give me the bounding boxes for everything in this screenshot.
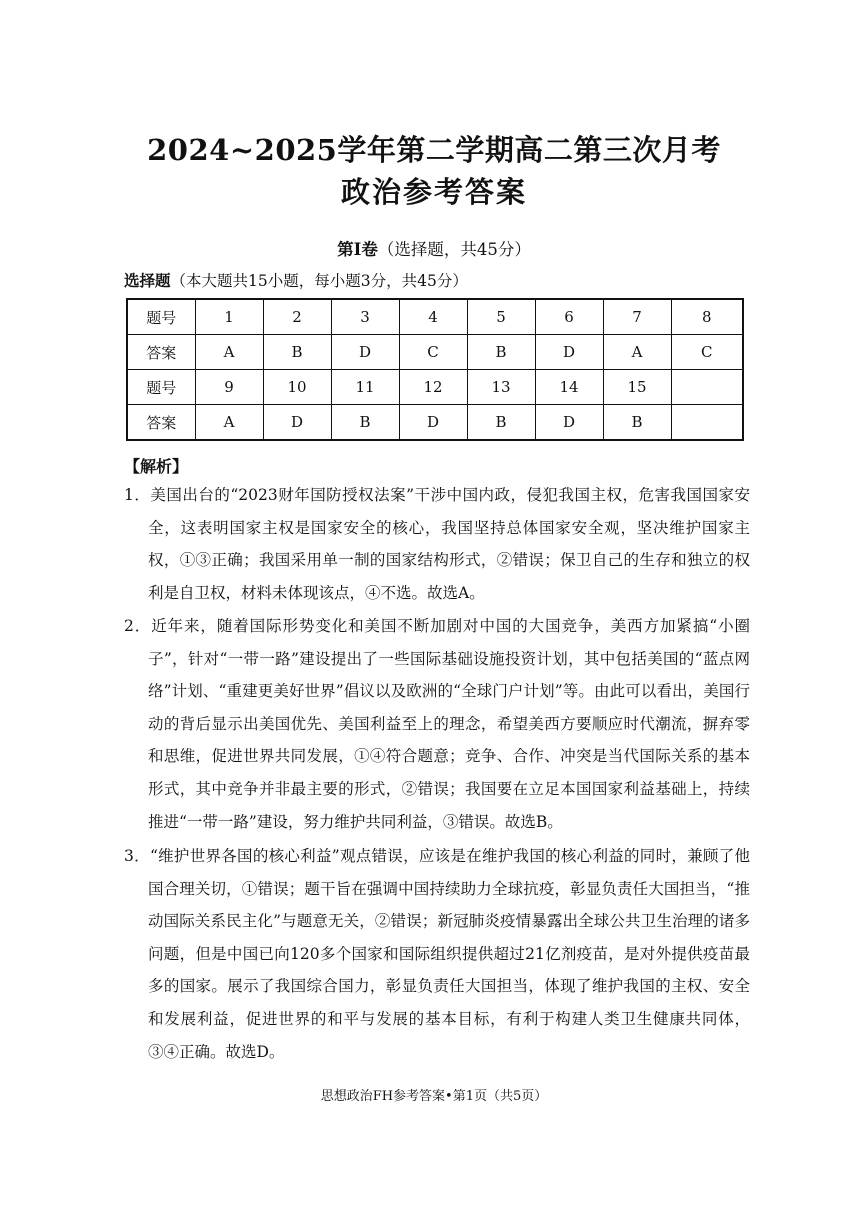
table-cell: 答案 [127, 405, 195, 441]
table-cell: 3 [331, 299, 399, 335]
analysis-item-3 [124, 840, 750, 1068]
section-desc: （选择题，共45分） [377, 240, 531, 259]
table-cell: B [331, 405, 399, 441]
table-cell: 8 [671, 299, 743, 335]
table-cell: 15 [603, 370, 671, 405]
table-cell: A [195, 405, 263, 441]
document-title: 2024~2025学年第二学期高二第三次月考 [147, 133, 721, 167]
table-cell: D [399, 405, 467, 441]
answer-table [126, 298, 744, 441]
table-cell: 11 [331, 370, 399, 405]
table-row [127, 405, 743, 441]
table-cell: D [535, 405, 603, 441]
table-cell: D [331, 335, 399, 370]
item-number: 1． [124, 486, 151, 504]
analysis-item-2 [124, 610, 750, 838]
table-cell: 9 [195, 370, 263, 405]
table-cell: 4 [399, 299, 467, 335]
table-cell: D [263, 405, 331, 441]
analysis-heading: 【解析】 [124, 457, 189, 476]
table-cell: 题号 [127, 370, 195, 405]
table-cell: D [535, 335, 603, 370]
table-cell [671, 370, 743, 405]
section-label: 第Ⅰ卷 [337, 240, 378, 259]
table-row [127, 299, 743, 335]
table-cell: C [399, 335, 467, 370]
table-row [127, 335, 743, 370]
multiple-choice-intro [124, 269, 468, 291]
table-cell: 12 [399, 370, 467, 405]
table-cell: 答案 [127, 335, 195, 370]
mc-desc: （本大题共15小题，每小题3分，共45分） [170, 272, 468, 290]
table-row [127, 370, 743, 405]
item-text: “维护世界各国的核心利益”观点错误，应该是在维护我国的核心利益的同时，兼顾了他国合理关切，①错误；题干旨在强调中国持续助力全球抗疫，彰显负责任大国担当，“推动国际关系民主化”与题意无关，②错误；新冠肺炎疫情暴露出全球公共卫生治理的诸多问题，但是中国已向120多个国家和国际组织提供超过21亿剂疫苗，是对外提供疫苗最多的国家。展示了我国综合国力，彰显负责任大国担当，体现了维护我国的主权、安全和发展利益，促进世界的和平与发展的基本目标，有利于构建人类卫生健康共同体，③④正确。故选D。 [148, 847, 750, 1061]
table-cell: B [467, 405, 535, 441]
table-cell: C [671, 335, 743, 370]
table-cell: B [263, 335, 331, 370]
item-number: 3． [124, 847, 150, 865]
table-cell: 6 [535, 299, 603, 335]
table-cell: A [195, 335, 263, 370]
mc-label: 选择题 [124, 271, 171, 290]
table-cell: 5 [467, 299, 535, 335]
table-cell: 1 [195, 299, 263, 335]
table-cell: 14 [535, 370, 603, 405]
item-text: 美国出台的“2023财年国防授权法案”干涉中国内政，侵犯我国主权，危害我国国家安全，这表明国家主权是国家安全的核心，我国坚持总体国家安全观，坚决维护国家主权，①③正确；我国采用单一制的国家结构形式，②错误；保卫自己的生存和独立的权利是自卫权，材料未体现该点，④不选。故选A。 [148, 486, 750, 602]
table-cell: 10 [263, 370, 331, 405]
item-number: 2． [124, 617, 152, 635]
table-cell: A [603, 335, 671, 370]
document-subtitle: 政治参考答案 [340, 175, 527, 209]
table-cell: B [603, 405, 671, 441]
table-cell [671, 405, 743, 441]
item-text: 近年来，随着国际形势变化和美国不断加剧对中国的大国竞争，美西方加紧搞“小圈子”，针对“一带一路”建设提出了一些国际基础设施投资计划，其中包括美国的“蓝点网络”计划、“重建更美好世界”倡议以及欧洲的“全球门户计划”等。由此可以看出，美国行动的背后显示出美国优先、美国利益至上的理念，希望美西方要顺应时代潮流，摒弃零和思维，促进世界共同发展，①④符合题意；竞争、合作、冲突是当代国际关系的基本形式，其中竞争并非最主要的形式，②错误；我国要在立足本国国家利益基础上，持续推进“一带一路”建设，努力维护共同利益，③错误。故选B。 [148, 617, 750, 831]
table-cell: 13 [467, 370, 535, 405]
page-footer: 思想政治FH参考答案•第1页（共5页） [320, 1089, 548, 1104]
analysis-item-1 [124, 479, 750, 609]
table-cell: 7 [603, 299, 671, 335]
table-cell: B [467, 335, 535, 370]
table-cell: 题号 [127, 299, 195, 335]
table-cell: 2 [263, 299, 331, 335]
section-title [0, 236, 868, 260]
